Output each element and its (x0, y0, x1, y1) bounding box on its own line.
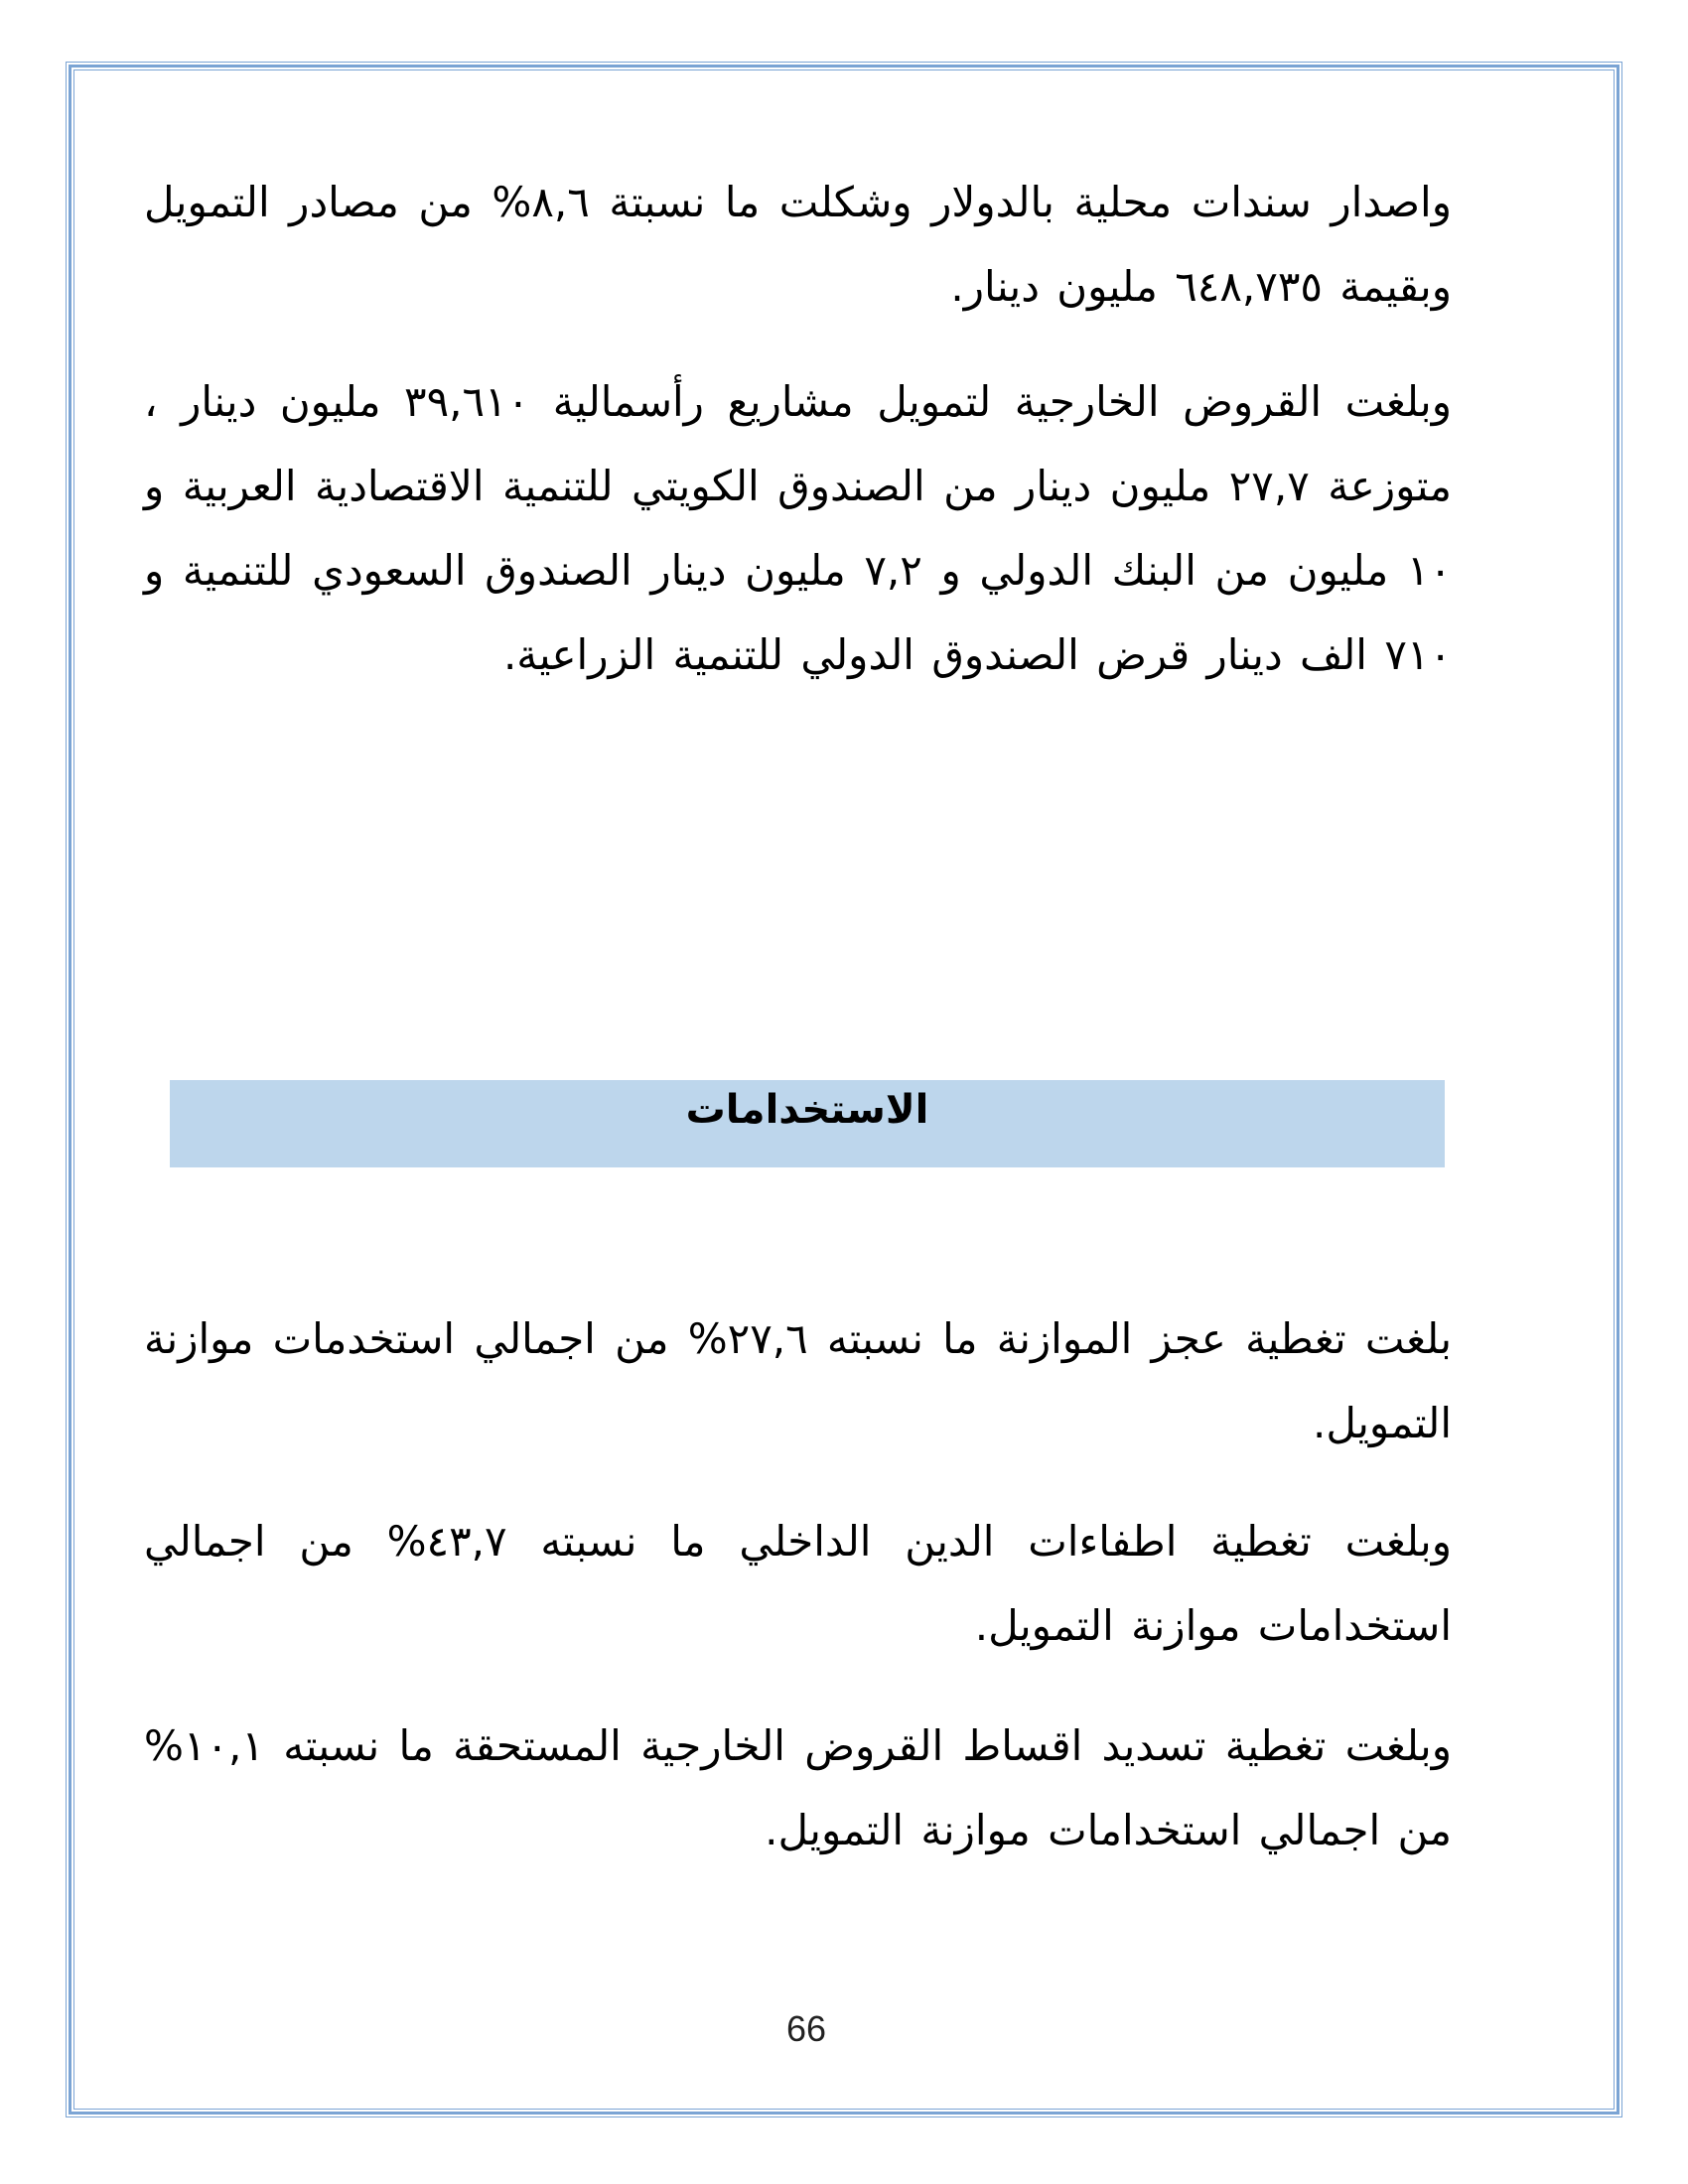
paragraph-domestic-debt-amortization: وبلغت تغطية اطفاءات الدين الداخلي ما نسبته ٤٣,٧% من اجمالي استخدامات موازنة التمويل. (144, 1517, 1452, 1650)
paragraph-budget-deficit-coverage: بلغت تغطية عجز الموازنة ما نسبته ٢٧,٦% من اجمالي استخدمات موازنة التمويل. (144, 1314, 1453, 1447)
paragraph-external-loan-installments: وبلغت تغطية تسديد اقساط القروض الخارجية المستحقة ما نسبته ١٠,١% من اجمالي استخدامات موازنة التمويل. (144, 1721, 1452, 1854)
uses-section-heading: الاستخدامات (685, 1087, 929, 1133)
uses-section-heading-banner (170, 1080, 1445, 1167)
paragraph-external-loans-breakdown: وبلغت القروض الخارجية لتمويل مشاريع رأسمالية ٣٩,٦١٠ مليون دينار ، متوزعة ٢٧,٧ مليون دينار من الصندوق الكويتي للتنمية الاقتصادية العربية و ١٠ مليون من البنك الدولي و ٧,٢ مليون دينار الصندوق السعودي للتنمية و ٧١٠ الف دينار قرض الصندوق الدولي للتنمية الزراعية. (144, 377, 1452, 679)
page-number: 66 (785, 2008, 827, 2049)
paragraph-domestic-dollar-bonds: واصدار سندات محلية بالدولار وشكلت ما نسبتة ٨,٦% من مصادر التمويل وبقيمة ٦٤٨,٧٣٥ مليون دينار. (144, 178, 1452, 311)
